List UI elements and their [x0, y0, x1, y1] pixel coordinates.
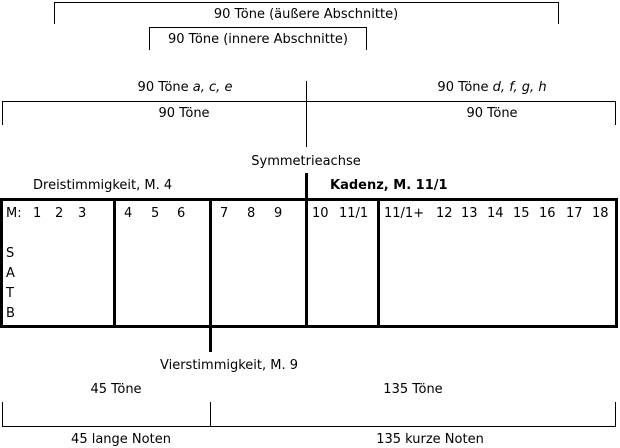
- right-count-label: 90 Töne: [466, 106, 518, 121]
- vierstimmigkeit-label: Vierstimmigkeit, M. 9: [159, 358, 299, 373]
- measure-number: 15: [513, 206, 530, 221]
- measure-number: 3: [78, 206, 87, 221]
- measure-number: 10: [312, 206, 329, 221]
- measure-number: 18: [592, 206, 609, 221]
- measure-number: 2: [55, 206, 64, 221]
- measure-number: 6: [177, 206, 186, 221]
- measure-number: 5: [151, 206, 160, 221]
- measure-number: 11/1: [339, 206, 369, 221]
- symmetry-axis-line: [305, 173, 308, 199]
- divider-1: [113, 198, 116, 328]
- bottom-right-notes: 135 kurze Noten: [376, 432, 484, 447]
- bottom-left-count: 45 Töne: [90, 382, 142, 397]
- measure-number: 14: [487, 206, 504, 221]
- left-group-letters: a, c, e: [192, 80, 233, 95]
- divider-2: [209, 198, 212, 328]
- inner-sections-label: 90 Töne (innere Abschnitte): [167, 32, 349, 47]
- measure-number: 17: [566, 206, 583, 221]
- measure-number: 1: [33, 206, 42, 221]
- measure-number: 8: [247, 206, 256, 221]
- outer-sections-label: 90 Töne (äußere Abschnitte): [213, 7, 399, 22]
- right-group-label: [437, 80, 546, 96]
- right-group-prefix: 90 Töne: [437, 80, 493, 95]
- measure-number: 16: [539, 206, 556, 221]
- measure-number: 9: [274, 206, 283, 221]
- measure-number: 12: [436, 206, 453, 221]
- right-group-letters: d, f, g, h: [492, 80, 547, 95]
- symmetry-axis-label: Symmetrieachse: [251, 154, 361, 169]
- kadenz-label: Kadenz, M. 11/1: [330, 178, 448, 193]
- bottom-left-notes: 45 lange Noten: [71, 432, 171, 447]
- voice-alto: A: [6, 266, 15, 281]
- measure-number: 13: [461, 206, 478, 221]
- dreistimmigkeit-label: Dreistimmigkeit, M. 4: [33, 178, 173, 193]
- left-count-label: 90 Töne: [158, 106, 210, 121]
- divider-4: [377, 198, 380, 328]
- vierstimmigkeit-marker: [209, 326, 212, 352]
- divider-3: [305, 198, 308, 328]
- measure-number: 11/1+: [384, 206, 425, 221]
- measure-prefix: M:: [6, 206, 22, 221]
- voice-bass: B: [6, 306, 15, 321]
- measure-number: 4: [124, 206, 133, 221]
- voice-tenor: T: [6, 286, 14, 301]
- left-group-prefix: 90 Töne: [137, 80, 193, 95]
- left-group-label: [138, 80, 233, 96]
- measure-number: 7: [220, 206, 229, 221]
- bottom-right-count: 135 Töne: [383, 382, 443, 397]
- voice-soprano: S: [6, 246, 15, 261]
